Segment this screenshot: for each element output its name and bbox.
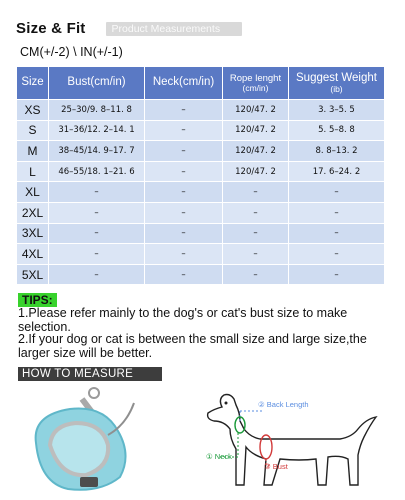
page-title: Size & Fit bbox=[16, 20, 86, 37]
cell-size: 3XL bbox=[17, 223, 49, 244]
cell-bust: – bbox=[49, 223, 145, 244]
cell-weight: – bbox=[289, 244, 385, 265]
table-row bbox=[17, 161, 385, 182]
harness-image bbox=[22, 385, 140, 493]
cell-rope: 120/47. 2 bbox=[223, 100, 289, 121]
units-note: CM(+/-2) \ IN(+/-1) bbox=[20, 45, 123, 59]
table-row bbox=[17, 202, 385, 223]
cell-rope: – bbox=[223, 264, 289, 285]
cell-weight: – bbox=[289, 202, 385, 223]
cell-size: L bbox=[17, 161, 49, 182]
cell-rope: – bbox=[223, 223, 289, 244]
cell-neck: – bbox=[145, 120, 223, 141]
table-row bbox=[17, 141, 385, 162]
cell-weight: – bbox=[289, 223, 385, 244]
col-header-bust: Bust(cm/in) bbox=[49, 67, 145, 100]
cell-bust: 46–55/18. 1–21. 6 bbox=[49, 161, 145, 182]
cell-rope: – bbox=[223, 202, 289, 223]
tip-2: 2.If your dog or cat is between the small size and large size,the larger size will be better. bbox=[18, 332, 367, 360]
tip-1: 1.Please refer mainly to the dog's or cat's bust size to make selection. bbox=[18, 306, 348, 334]
table-row bbox=[17, 120, 385, 141]
cell-weight: 5. 5–8. 8 bbox=[289, 120, 385, 141]
cell-bust: 38–45/14. 9–17. 7 bbox=[49, 141, 145, 162]
cell-neck: – bbox=[145, 161, 223, 182]
product-measurements-badge: Product Measurements bbox=[106, 22, 243, 36]
cell-neck: – bbox=[145, 202, 223, 223]
cell-weight: 3. 3–5. 5 bbox=[289, 100, 385, 121]
back-length-label: ② Back Length bbox=[258, 400, 309, 409]
cell-size: M bbox=[17, 141, 49, 162]
weight-header-line1: Suggest Weight bbox=[296, 72, 377, 84]
table-row bbox=[17, 223, 385, 244]
harness-buckle bbox=[80, 477, 98, 487]
tips-label: TIPS: bbox=[18, 293, 57, 307]
cell-size: XS bbox=[17, 100, 49, 121]
cell-bust: – bbox=[49, 202, 145, 223]
cell-size: 5XL bbox=[17, 264, 49, 285]
cell-bust: 31–36/12. 2–14. 1 bbox=[49, 120, 145, 141]
cell-neck: – bbox=[145, 100, 223, 121]
table-header-row bbox=[17, 67, 385, 100]
table-row bbox=[17, 264, 385, 285]
table-row bbox=[17, 100, 385, 121]
cell-weight: – bbox=[289, 264, 385, 285]
cell-rope: 120/47. 2 bbox=[223, 141, 289, 162]
cell-bust: – bbox=[49, 182, 145, 203]
cell-size: S bbox=[17, 120, 49, 141]
col-header-size: Size bbox=[17, 67, 49, 100]
dog-eye bbox=[225, 402, 228, 405]
cell-weight: – bbox=[289, 182, 385, 203]
how-to-measure-label: HOW TO MEASURE bbox=[18, 367, 162, 381]
table-row bbox=[17, 244, 385, 265]
harness-ring bbox=[89, 388, 99, 398]
weight-header-line2: (ib) bbox=[330, 83, 343, 94]
cell-size: XL bbox=[17, 182, 49, 203]
cell-weight: 8. 8–13. 2 bbox=[289, 141, 385, 162]
cell-rope: 120/47. 2 bbox=[223, 161, 289, 182]
cell-bust: – bbox=[49, 244, 145, 265]
cell-rope: – bbox=[223, 244, 289, 265]
rope-header-line1: Rope lenght bbox=[229, 73, 282, 84]
neck-label: ① Neck bbox=[206, 452, 232, 461]
col-header-weight bbox=[289, 67, 385, 100]
cell-weight: 17. 6–24. 2 bbox=[289, 161, 385, 182]
cell-bust: – bbox=[49, 264, 145, 285]
col-header-rope bbox=[223, 67, 289, 100]
cell-rope: – bbox=[223, 182, 289, 203]
cell-neck: – bbox=[145, 244, 223, 265]
bust-label: ③ Bust bbox=[264, 462, 288, 471]
cell-neck: – bbox=[145, 141, 223, 162]
header bbox=[16, 20, 242, 37]
cell-neck: – bbox=[145, 264, 223, 285]
cell-rope: 120/47. 2 bbox=[223, 120, 289, 141]
cell-bust: 25–30/9. 8–11. 8 bbox=[49, 100, 145, 121]
cell-size: 2XL bbox=[17, 202, 49, 223]
rope-header-line2: (cm/in) bbox=[242, 82, 269, 93]
col-header-neck: Neck(cm/in) bbox=[145, 67, 223, 100]
dog-measure-diagram bbox=[200, 385, 400, 493]
cell-neck: – bbox=[145, 182, 223, 203]
size-table bbox=[16, 66, 385, 285]
cell-neck: – bbox=[145, 223, 223, 244]
cell-size: 4XL bbox=[17, 244, 49, 265]
table-row bbox=[17, 182, 385, 203]
